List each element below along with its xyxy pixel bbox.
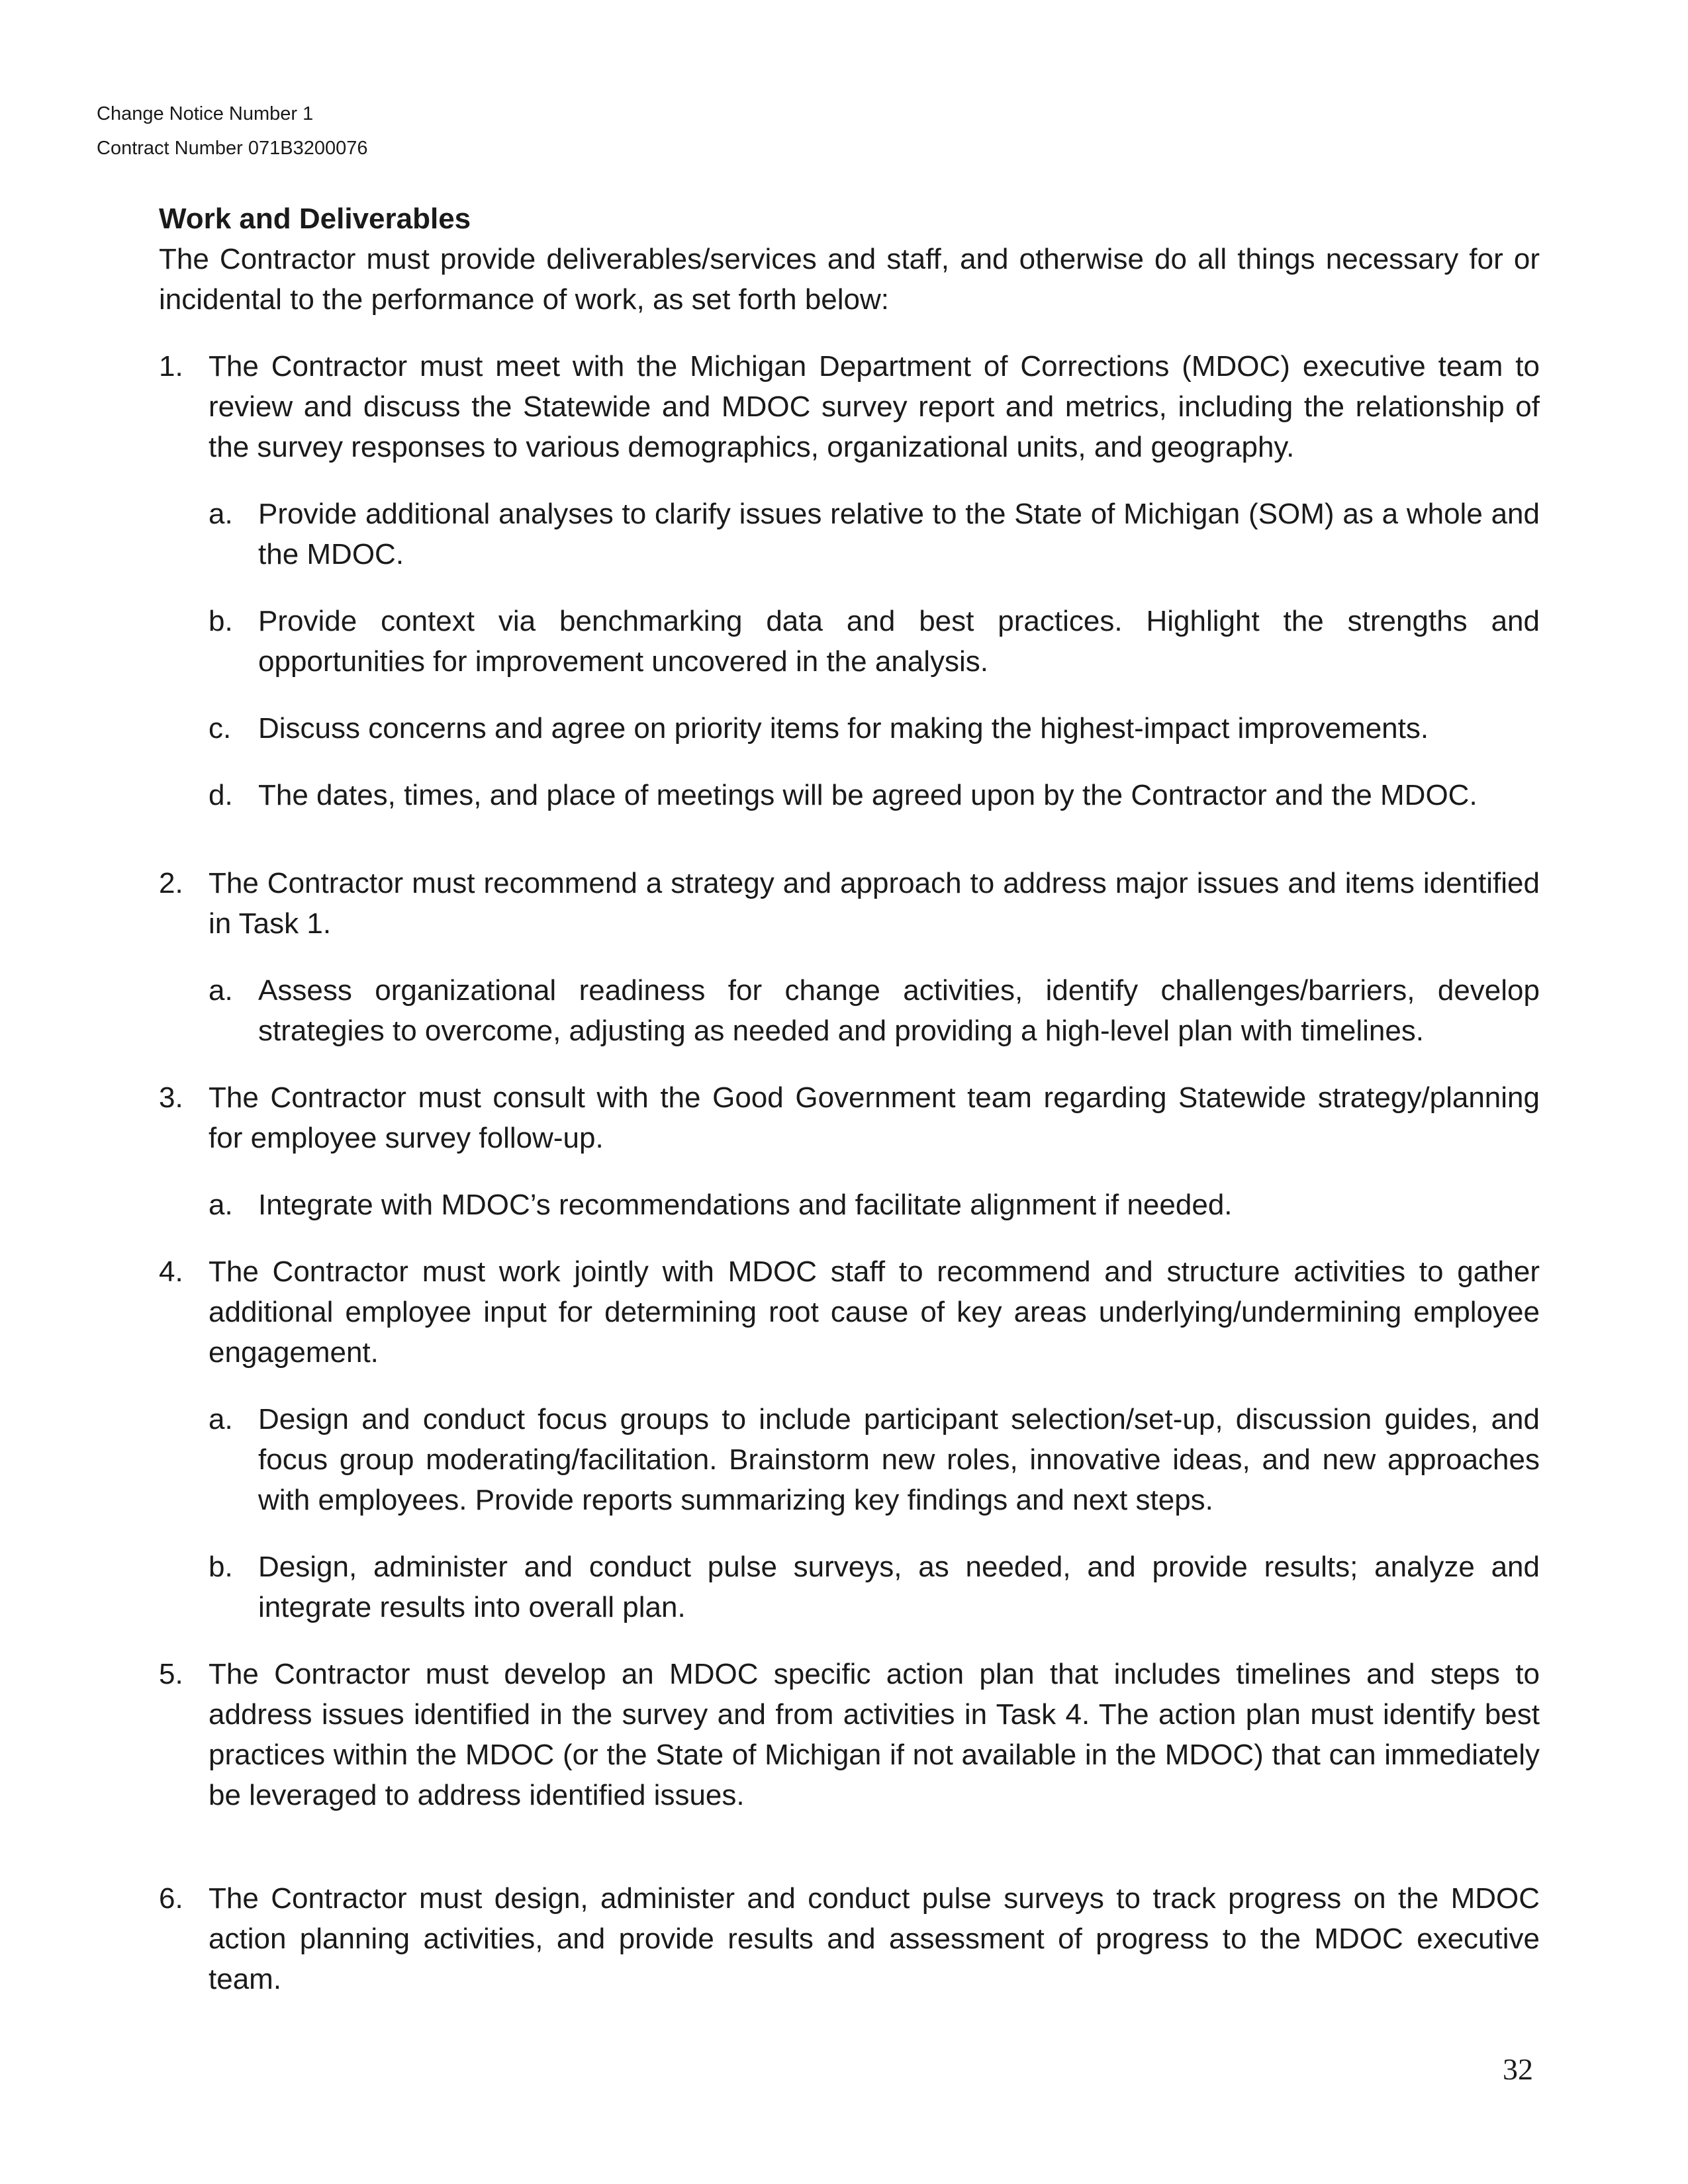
sub-item-text: Assess organizational readiness for change activities, identify challenges/barriers, develop strategies to overcome, adjusting as needed and providing a high-level plan with timelines. [258, 974, 1540, 1047]
sub-item-3a [209, 1185, 1540, 1225]
deliverable-item-2 [159, 863, 1540, 944]
sub-item-text: Design and conduct focus groups to include participant selection/set-up, discussion guides, and focus group moderating/facilitation. Brainstorm new roles, innovative ideas, and new approaches with employees. Provide reports summarizing key findings and next steps. [258, 1403, 1540, 1516]
page-number: 32 [1503, 2052, 1533, 2086]
page-header [97, 97, 367, 165]
item-number: 5. [159, 1658, 183, 1690]
sub-item-letter: d. [209, 779, 233, 811]
sub-item-2a [209, 970, 1540, 1051]
sub-item-letter: a. [209, 1403, 233, 1435]
sub-item-1c [209, 708, 1540, 749]
sub-item-letter: c. [209, 712, 232, 745]
item-number: 6. [159, 1882, 183, 1915]
deliverable-item-3 [159, 1077, 1540, 1158]
sub-item-4b [209, 1547, 1540, 1627]
sub-item-letter: b. [209, 1551, 233, 1583]
sub-item-1d [209, 775, 1540, 815]
deliverable-item-4 [159, 1251, 1540, 1373]
contract-number-label: Contract Number 071B3200076 [97, 138, 368, 159]
item-text: The Contractor must work jointly with MDOC staff to recommend and structure activities to gather additional employee input for determining root cause of key areas underlying/undermining employee engagement. [209, 1255, 1540, 1369]
section-intro: The Contractor must provide deliverables/services and staff, and otherwise do all things necessary for or incidental to the performance of work, as set forth below: [159, 243, 1540, 316]
item-text: The Contractor must design, administer and conduct pulse surveys to track progress on the MDOC action planning activities, and provide results and assessment of progress to the MDOC executive team. [209, 1882, 1540, 1995]
item-text: The Contractor must develop an MDOC specific action plan that includes timelines and steps to address issues identified in the survey and from activities in Task 4. The action plan must identify best practices within the MDOC (or the State of Michigan if not available in the MDOC) that can immediately be leveraged to address identified issues. [209, 1658, 1540, 1811]
document-body [159, 199, 1540, 1999]
item-number: 4. [159, 1255, 183, 1288]
sub-item-text: The dates, times, and place of meetings will be agreed upon by the Contractor and the MDOC. [258, 779, 1477, 811]
item-number: 1. [159, 350, 183, 383]
item-number: 3. [159, 1081, 183, 1114]
item-text: The Contractor must meet with the Michigan Department of Corrections (MDOC) executive team to review and discuss the Statewide and MDOC survey report and metrics, including the relationship of the survey responses to various demographics, organizational units, and geography. [209, 350, 1540, 463]
sub-item-4a [209, 1399, 1540, 1520]
sub-item-1a [209, 494, 1540, 574]
section-title: Work and Deliverables [159, 203, 471, 235]
sub-item-letter: a. [209, 974, 233, 1007]
item-number: 2. [159, 867, 183, 899]
sub-item-letter: b. [209, 605, 233, 637]
deliverable-item-6 [159, 1878, 1540, 1999]
change-notice-label: Change Notice Number 1 [97, 103, 314, 124]
sub-item-letter: a. [209, 1189, 233, 1221]
sub-item-text: Provide additional analyses to clarify issues relative to the State of Michigan (SOM) as a whole and the MDOC. [258, 498, 1540, 570]
item-text: The Contractor must consult with the Good Government team regarding Statewide strategy/planning for employee survey follow-up. [209, 1081, 1540, 1154]
item-text: The Contractor must recommend a strategy and approach to address major issues and items identified in Task 1. [209, 867, 1540, 940]
sub-item-text: Design, administer and conduct pulse surveys, as needed, and provide results; analyze and integrate results into overall plan. [258, 1551, 1540, 1623]
sub-item-letter: a. [209, 498, 233, 530]
sub-item-1b [209, 601, 1540, 682]
deliverable-item-1 [159, 346, 1540, 467]
sub-item-text: Integrate with MDOC’s recommendations and facilitate alignment if needed. [258, 1189, 1233, 1221]
deliverable-item-5 [159, 1654, 1540, 1815]
sub-item-text: Provide context via benchmarking data and best practices. Highlight the strengths and opportunities for improvement uncovered in the analysis. [258, 605, 1540, 678]
sub-item-text: Discuss concerns and agree on priority items for making the highest-impact improvements. [258, 712, 1429, 745]
